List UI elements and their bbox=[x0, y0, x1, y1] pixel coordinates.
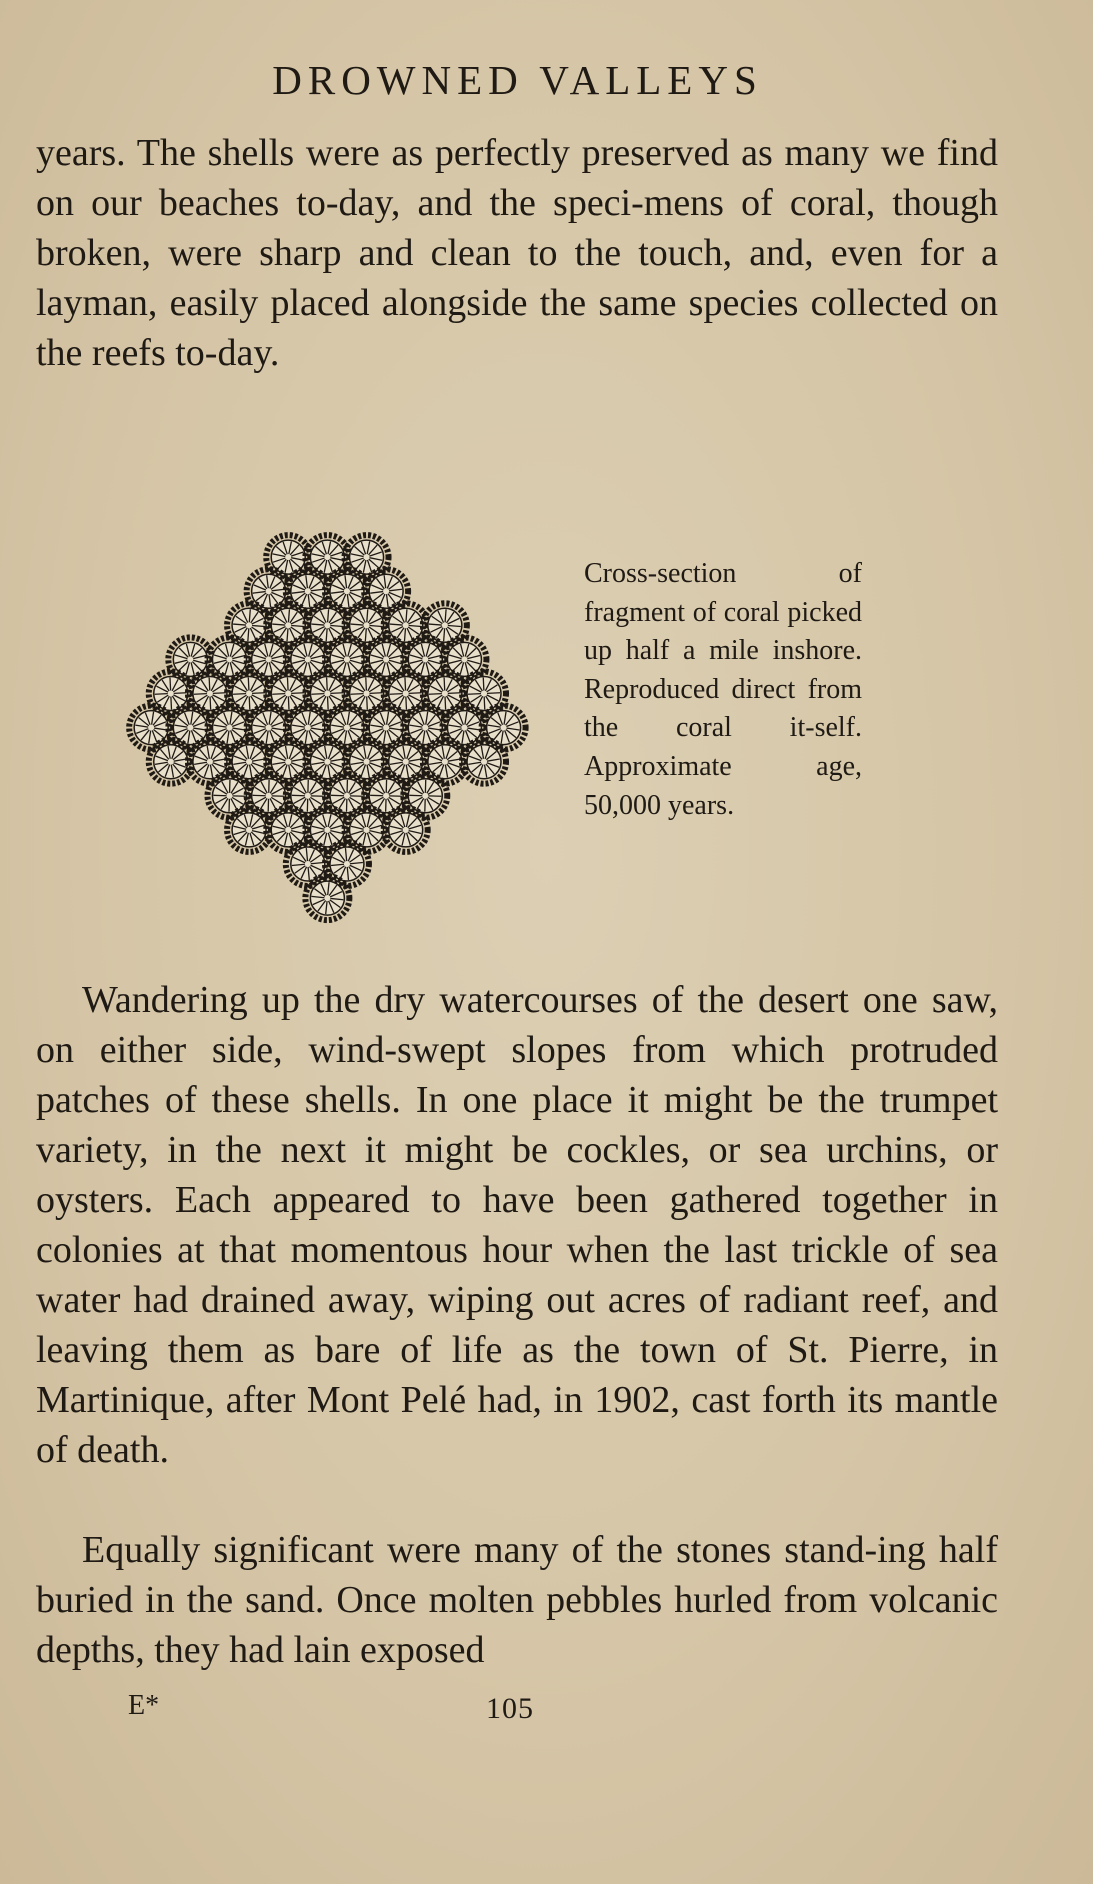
coral-illustration bbox=[100, 505, 560, 925]
paragraph-wandering: Wandering up the dry watercourses of the desert one saw, on either side, wind-swept slopes from which protruded patches of these shells. In one place it might be the trumpet variety, in the next it might be cockles, or sea urchins, or oysters. Each appeared to have been gathered together in colonies at that momentous hour when the last trickle of sea water had drained away, wiping out acres of radiant reef, and leaving them as bare of life as the town of St. Pierre, in Martinique, after Mont Pelé had, in 1902, cast forth its mantle of death. bbox=[36, 979, 998, 1471]
coral-polyp-icon bbox=[207, 774, 251, 818]
coral-polyp-icon bbox=[462, 740, 506, 784]
coral-polyp-icon bbox=[129, 706, 173, 750]
figure-caption: Cross-section of fragment of coral picked up half a mile inshore. Reproduced direct from the coral it-self. Approximate age, 50,000 years. bbox=[584, 558, 862, 821]
page-number: 105 bbox=[486, 1692, 534, 1725]
signature-mark: E* bbox=[128, 1690, 160, 1721]
coral-polyp-icon bbox=[149, 740, 193, 784]
paragraph-continued: years. The shells were as perfectly preserved as many we find on our beaches to-day, and the speci-mens of coral, though broken, were sharp and clean to the touch, and, even for a layman, easily placed alongside the same species collected on the reefs to-day. bbox=[36, 132, 998, 374]
coral-polyp-icon bbox=[286, 842, 330, 886]
coral-polyp-icon bbox=[266, 808, 310, 852]
coral-polyp-icon bbox=[384, 808, 428, 852]
paragraph-equally: Equally significant were many of the stones stand-ing half buried in the sand. Once molten pebbles hurled from volcanic depths, they had lain exposed bbox=[36, 1529, 998, 1671]
coral-cross-section-figure bbox=[100, 505, 560, 925]
running-head: DROWNED VALLEYS bbox=[272, 57, 763, 103]
coral-polyp-icon bbox=[188, 740, 232, 784]
coral-polyp-icon bbox=[305, 876, 349, 920]
coral-polyp-icon bbox=[227, 808, 271, 852]
